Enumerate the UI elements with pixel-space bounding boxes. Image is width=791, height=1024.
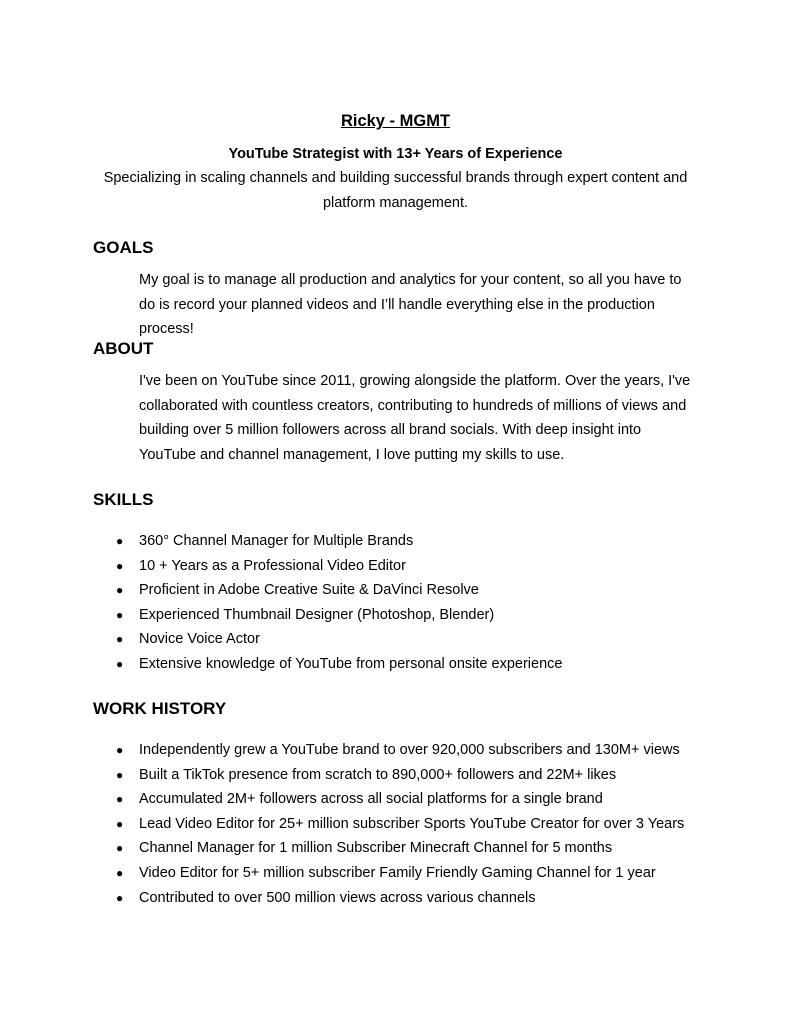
bullet-icon: ● (116, 632, 124, 647)
work-history-list-item (0, 886, 791, 911)
skill-text: 360° Channel Manager for Multiple Brands (139, 533, 414, 549)
bullet-icon: ● (116, 607, 124, 622)
skills-list-item (0, 578, 791, 603)
skill-text: Proficient in Adobe Creative Suite & DaVinci Resolve (139, 582, 479, 599)
bullet-icon: ● (116, 890, 124, 905)
about-heading: ABOUT (93, 339, 154, 358)
work-history-text: Independently grew a YouTube brand to over 920,000 subscribers and 130M+ views (139, 742, 680, 758)
skill-text: Experienced Thumbnail Designer (Photoshop, Blender) (139, 606, 495, 623)
work-history-list-item (0, 738, 791, 763)
bullet-icon: ● (116, 792, 124, 807)
skills-list-item (0, 603, 791, 628)
bullet-icon: ● (116, 656, 124, 671)
bullet-icon: ● (116, 816, 124, 831)
work-history-list-item (0, 836, 791, 861)
resume-title: Ricky - MGMT (340, 112, 451, 130)
bullet-icon: ● (116, 767, 124, 782)
work-history-list-item (0, 812, 791, 837)
skills-heading: SKILLS (93, 490, 154, 509)
work-history-text: Accumulated 2M+ followers across all social platforms for a single brand (139, 791, 603, 808)
bullet-icon: ● (116, 583, 124, 598)
skills-list-item (0, 652, 791, 677)
skill-text: 10 + Years as a Professional Video Editor (139, 557, 406, 574)
work-history-list-item (0, 861, 791, 886)
bullet-icon: ● (116, 743, 124, 757)
work-history-list (0, 738, 791, 910)
skills-list (0, 529, 791, 677)
skill-text: Extensive knowledge of YouTube from personal onsite experience (139, 655, 563, 672)
skills-list-item (0, 627, 791, 652)
goals-heading: GOALS (93, 238, 154, 257)
bullet-icon: ● (116, 841, 124, 856)
bullet-icon: ● (116, 534, 124, 548)
resume-tagline: Specializing in scaling channels and building successful brands through expert content and platform management. (103, 170, 688, 211)
about-text: I've been on YouTube since 2011, growing alongside the platform. Over the years, I've collaborated with countless creators, contributing to hundreds of millions of views and building over 5 million followers across all brand socials. With deep insight into YouTube and channel management, I love putting my skills to use. (139, 373, 691, 463)
bullet-icon: ● (116, 865, 124, 880)
work-history-list-item (0, 787, 791, 812)
skills-list-item (0, 554, 791, 579)
work-history-text: Built a TikTok presence from scratch to 890,000+ followers and 22M+ likes (139, 766, 617, 783)
skills-list-item (0, 529, 791, 554)
bullet-icon: ● (116, 558, 124, 573)
work-history-text: Video Editor for 5+ million subscriber Family Friendly Gaming Channel for 1 year (139, 864, 656, 881)
work-history-heading: WORK HISTORY (93, 699, 227, 718)
resume-subtitle: YouTube Strategist with 13+ Years of Experience (228, 146, 563, 162)
work-history-list-item (0, 763, 791, 788)
work-history-text: Lead Video Editor for 25+ million subscriber Sports YouTube Creator for over 3 Years (139, 815, 685, 832)
work-history-text: Channel Manager for 1 million Subscriber Minecraft Channel for 5 months (139, 840, 613, 857)
work-history-text: Contributed to over 500 million views across various channels (139, 889, 536, 906)
goals-text: My goal is to manage all production and analytics for your content, so all you have to do is record your planned videos and I’ll handle everything else in the production process! (139, 272, 682, 337)
skill-text: Novice Voice Actor (139, 631, 260, 648)
